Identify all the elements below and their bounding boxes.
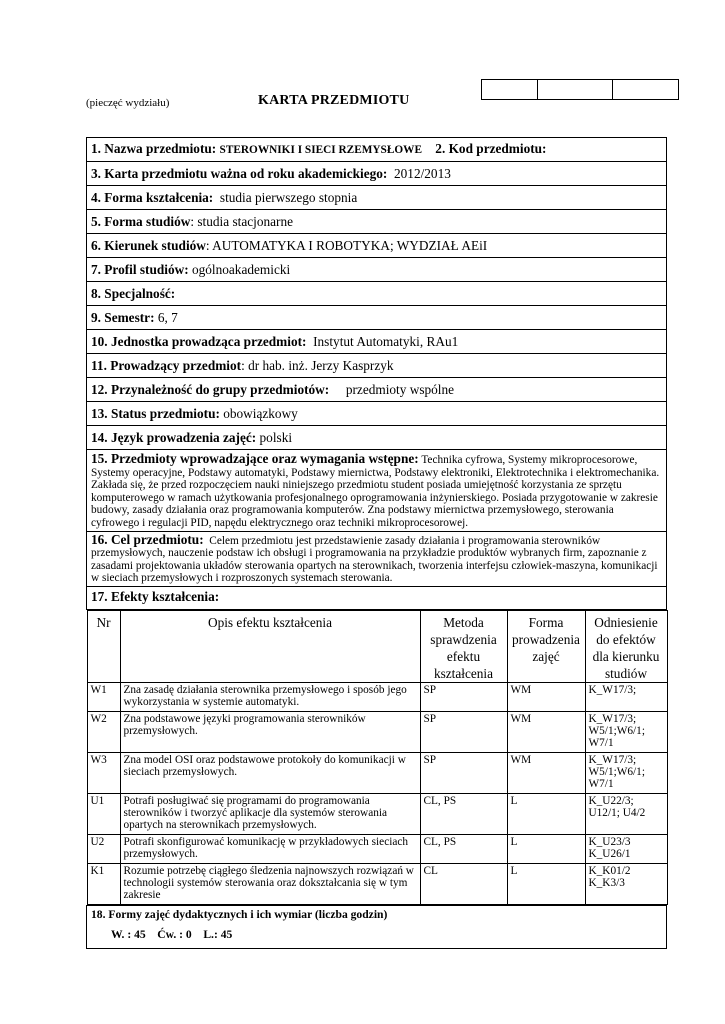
- outcome-nr: U1: [87, 793, 120, 834]
- semester-value: 6, 7: [157, 310, 178, 325]
- course-code-label: 2. Kod przedmiotu:: [435, 141, 547, 156]
- semester-label: 9. Semestr:: [91, 310, 155, 325]
- header-form: Forma prowadzenia zajęć: [507, 610, 585, 682]
- course-name-value: STEROWNIKI I SIECI RZEMYSŁOWE: [219, 144, 422, 156]
- course-group-label: 12. Przynależność do grupy przedmiotów:: [91, 382, 330, 397]
- study-form-value: : studia stacjonarne: [190, 214, 294, 229]
- row-study-profile: [87, 258, 667, 282]
- row-learning-outcomes-title: [87, 586, 667, 609]
- course-goal-value: Celem przedmiotu jest przedstawienie zasady działania i programowania sterowników przemysłowych, nauczenie podstaw ich obsługi i programowania na przykładzie produktów wybranych firm, zapoznanie z zasadami projektowania układów sterowania opartych na sterownikach, tworzenia interfejsu człowiek-maszyna, komunikacji w sieciach przemysłowych i rozproszonych systemach sterowania.: [91, 534, 658, 585]
- outcome-form: L: [507, 834, 585, 863]
- course-card-table: [86, 137, 667, 949]
- table-row: [87, 834, 667, 863]
- class-forms-label: 18. Formy zajęć dydaktycznych i ich wymiar (liczba godzin): [91, 907, 388, 921]
- row-class-forms: [87, 905, 667, 948]
- table-row: [87, 682, 667, 711]
- outcome-description: Zna podstawowe języki programowania sterowników przemysłowych.: [120, 711, 420, 752]
- learning-outcomes-label: 17. Efekty kształcenia:: [91, 588, 220, 604]
- code-box-1: [482, 80, 538, 99]
- row-language: [87, 426, 667, 450]
- header-method: Metoda sprawdzenia efektu kształcenia: [420, 610, 507, 682]
- study-form-label: 5. Forma studiów: [91, 214, 191, 229]
- outcome-form: L: [507, 793, 585, 834]
- outcome-nr: W2: [87, 711, 120, 752]
- code-box-3: [613, 80, 678, 99]
- education-form-label: 4. Forma kształcenia:: [91, 190, 214, 205]
- outcome-method: SP: [420, 682, 507, 711]
- field-of-study-label: 6. Kierunek studiów: [91, 238, 206, 253]
- lecturer-label: 11. Prowadzący przedmiot: [91, 358, 242, 373]
- row-unit: [87, 330, 667, 354]
- row-valid-year: [87, 162, 667, 186]
- course-group-value: przedmioty wspólne: [345, 382, 455, 397]
- row-study-form: [87, 210, 667, 234]
- table-row: [87, 863, 667, 904]
- header-reference: Odniesienie do efektów dla kierunku studiów: [585, 610, 667, 682]
- row-field-of-study: [87, 234, 667, 258]
- outcome-description: Rozumie potrzebę ciągłego śledzenia najnowszych rozwiązań w technologii systemów sterowania oraz dokształcania się w tym zakresie: [120, 863, 420, 904]
- language-label: 14. Język prowadzenia zajęć:: [91, 430, 257, 445]
- outcomes-header-row: [87, 610, 667, 682]
- unit-value: Instytut Automatyki, RAu1: [313, 334, 459, 349]
- outcome-form: WM: [507, 711, 585, 752]
- outcomes-table: [87, 610, 668, 905]
- outcome-form: L: [507, 863, 585, 904]
- row-education-form: [87, 186, 667, 210]
- study-profile-label: 7. Profil studiów:: [91, 262, 189, 277]
- row-prerequisites: [87, 450, 667, 532]
- class-forms-hours: W. : 45 Ćw. : 0 L.: 45: [111, 927, 233, 941]
- page-title: KARTA PRZEDMIOTU: [258, 93, 410, 108]
- row-lecturer: [87, 354, 667, 378]
- row-specialization: [87, 282, 667, 306]
- prerequisites-value: Technika cyfrowa, Systemy mikroprocesorowe, Systemy operacyjne, Podstawy automatyki, Podstawy miernictwa, Podstawy elektroniki, Elektrotechnika i elektromechanika. Zakłada się, że przed rozpoczęciem nauki niniejszego przedmiotu student posiada umiejętność korzystania ze sprzętu komputerowego w ramach użytkowania profesjonalnego oprogramowania inżynierskiego. Posiada przygotowanie w zakresie budowy, zasady działania oraz programowania komputerów. Zna podstawy miernictwa przemysłowego, sterowania cyfrowego i regulacji PID, napędu elektrycznego oraz techniki mikroprocesorowej.: [91, 454, 660, 529]
- outcome-form: WM: [507, 682, 585, 711]
- outcome-method: CL, PS: [420, 793, 507, 834]
- outcome-reference: K_W17/3;: [585, 682, 667, 711]
- row-course-name: [87, 138, 667, 162]
- course-name-label: 1. Nazwa przedmiotu:: [91, 141, 217, 156]
- outcome-description: Potrafi skonfigurować komunikację w przykładowych sieciach przemysłowych.: [120, 834, 420, 863]
- row-course-group: [87, 378, 667, 402]
- course-status-value: obowiązkowy: [223, 406, 298, 421]
- outcome-nr: W1: [87, 682, 120, 711]
- outcome-nr: W3: [87, 752, 120, 793]
- row-course-goal: [87, 531, 667, 586]
- field-of-study-value: : AUTOMATYKA I ROBOTYKA; WYDZIAŁ AEiI: [205, 238, 488, 253]
- row-learning-outcomes: [87, 609, 667, 905]
- language-value: polski: [259, 430, 293, 445]
- prerequisites-label: 15. Przedmioty wprowadzające oraz wymagania wstępne:: [91, 451, 419, 466]
- specialization-label: 8. Specjalność:: [91, 286, 176, 301]
- outcome-method: CL: [420, 863, 507, 904]
- row-course-status: [87, 402, 667, 426]
- course-status-label: 13. Status przedmiotu:: [91, 406, 220, 421]
- outcome-nr: K1: [87, 863, 120, 904]
- outcome-method: CL, PS: [420, 834, 507, 863]
- outcome-reference: K_W17/3; W5/1;W6/1; W7/1: [585, 711, 667, 752]
- table-row: [87, 711, 667, 752]
- outcome-reference: K_K01/2 K_K3/3: [585, 863, 667, 904]
- outcome-nr: U2: [87, 834, 120, 863]
- table-row: [87, 752, 667, 793]
- lecturer-value: : dr hab. inż. Jerzy Kasprzyk: [241, 358, 394, 373]
- outcome-reference: K_W17/3; W5/1;W6/1; W7/1: [585, 752, 667, 793]
- education-form-value: studia pierwszego stopnia: [219, 190, 358, 205]
- outcome-description: Zna model OSI oraz podstawowe protokoły do komunikacji w sieciach przemysłowych.: [120, 752, 420, 793]
- code-box-2: [538, 80, 612, 99]
- valid-year-value: 2012/2013: [394, 166, 451, 181]
- valid-year-label: 3. Karta przedmiotu ważna od roku akademickiego:: [91, 166, 388, 181]
- course-goal-label: 16. Cel przedmiotu:: [91, 531, 204, 547]
- unit-label: 10. Jednostka prowadząca przedmiot:: [91, 334, 307, 349]
- outcome-reference: K_U22/3; U12/1; U4/2: [585, 793, 667, 834]
- outcome-method: SP: [420, 711, 507, 752]
- study-profile-value: ogólnoakademicki: [191, 262, 291, 277]
- header-description: Opis efektu kształcenia: [120, 610, 420, 682]
- row-semester: [87, 306, 667, 330]
- course-code-boxes: [481, 79, 679, 100]
- outcome-description: Zna zasadę działania sterownika przemysłowego i sposób jego wykorzystania w systemie automatyki.: [120, 682, 420, 711]
- outcome-description: Potrafi posługiwać się programami do programowania sterowników i tworzyć aplikacje dla systemów sterowania opartych na sterownikach przemysłowych.: [120, 793, 420, 834]
- outcome-method: SP: [420, 752, 507, 793]
- table-row: [87, 793, 667, 834]
- faculty-stamp-label: (pieczęć wydziału): [86, 97, 170, 109]
- header-nr: Nr: [87, 610, 120, 682]
- outcome-form: WM: [507, 752, 585, 793]
- outcome-reference: K_U23/3 K_U26/1: [585, 834, 667, 863]
